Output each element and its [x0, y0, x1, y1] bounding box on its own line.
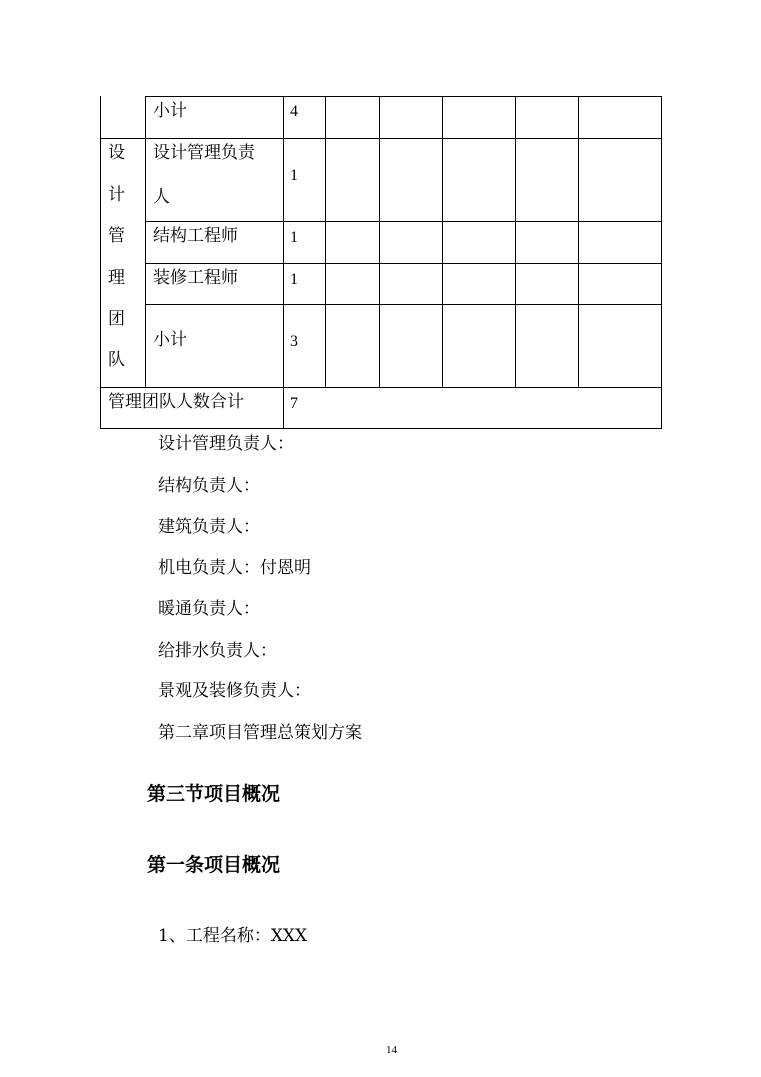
document-page: 小计 4 设计管理负责 人 1 结构工程师 1 装修工程师 1 小计 3 设 计 管 理 团 队 管理团队人数合计 7 设计管理负责人： 结构负责人： 建筑负责人： 机电负责人：付恩明 暖通负责人： 给排水负责人： 景观及装修负责人： 第二章项目管理总策划方案 第三节项目概况 第一条项目概况 1、工程名称：XXX 14	[0, 0, 761, 1077]
cell-role: 装修工程师	[153, 268, 238, 288]
total-label: 管理团队人数合计	[108, 392, 244, 412]
lead-line: 给排水负责人：	[158, 641, 277, 661]
project-name: 1、工程名称：XXX	[158, 926, 308, 946]
cell-count: 1	[290, 271, 298, 288]
page-number: 14	[386, 1044, 397, 1056]
lead-line: 机电负责人：付恩明	[158, 558, 311, 578]
lead-line: 结构负责人：	[158, 476, 260, 496]
cell-count: 3	[290, 333, 298, 350]
chapter-title: 第二章项目管理总策划方案	[158, 723, 362, 743]
cell-count: 1	[290, 229, 298, 246]
cell-count: 1	[290, 167, 298, 184]
total-value: 7	[290, 395, 298, 412]
lead-line: 暖通负责人：	[158, 599, 260, 619]
article-heading: 第一条项目概况	[147, 854, 281, 876]
cell-role: 小计	[153, 330, 187, 350]
lead-line: 设计管理负责人：	[158, 434, 294, 454]
cell-role: 小计	[153, 101, 187, 121]
lead-line: 建筑负责人：	[158, 517, 260, 537]
cell-count: 4	[290, 103, 298, 120]
section-heading: 第三节项目概况	[147, 783, 281, 805]
cell-role: 设计管理负责	[153, 143, 255, 163]
cell-role: 结构工程师	[153, 226, 238, 246]
lead-line: 景观及装修负责人：	[158, 681, 311, 701]
cell-role: 人	[153, 187, 170, 207]
